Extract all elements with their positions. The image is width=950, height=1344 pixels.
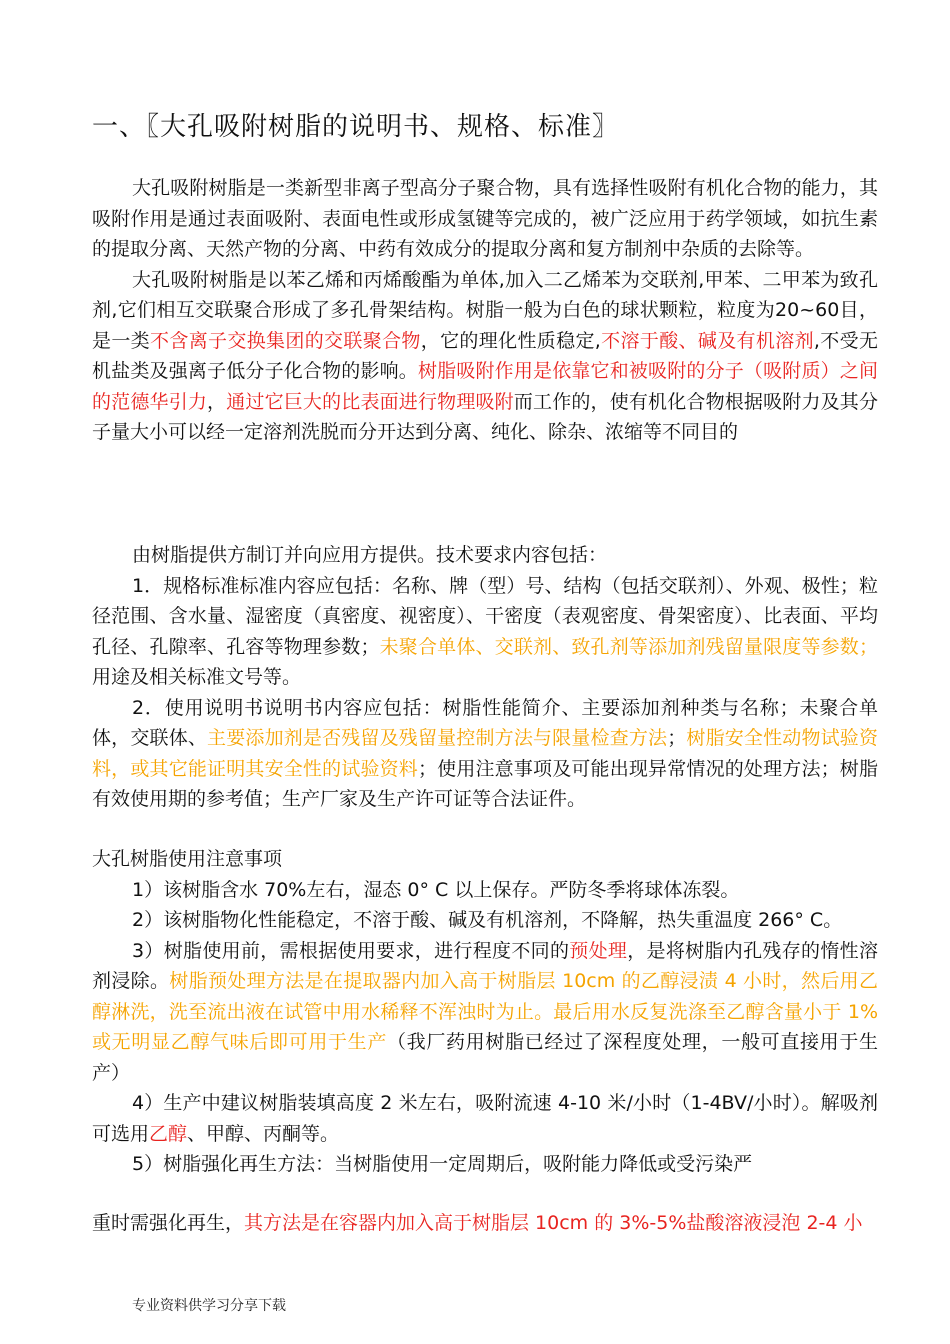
note-3: [92, 936, 878, 1089]
highlighted-text-run: 未聚合单体、交联剂、致孔剂等添加剂残留量限度等参数；: [379, 635, 878, 658]
page-title: 一、〖大孔吸附树脂的说明书、规格、标准〗: [92, 112, 620, 142]
text-run: 用途及相关标准文号等。: [92, 666, 302, 688]
note-5-continued: [92, 1208, 878, 1239]
text-run: 2．使用说明书说明书内容应包括：树脂性能简介、主要添加剂种类与名称；未聚合单体，交联体、: [92, 696, 878, 749]
note-5-continued-section: [92, 1208, 878, 1239]
highlighted-text-run: 树脂安全性动物试验资料，或其它能证明其安全性的试验资料: [92, 727, 878, 780]
tech-requirements-section: [92, 540, 878, 815]
note-1: 1）该树脂含水 70%左右，湿态 0° C 以上保存。严防冬季将球体冻裂。: [132, 878, 740, 901]
text-run: ，它的理化性质稳定,: [420, 329, 601, 352]
footer-text: 专业资料供学习分享下载: [132, 1298, 286, 1314]
intro-section: [92, 173, 878, 448]
text-run: 重时需强化再生，: [92, 1212, 245, 1234]
text-run: 而工作的，使有机化合物根据吸附力及其分子量大小可以经一定溶剂洗脱而分开达到分离、纯化、除杂、浓缩等不同目的: [92, 390, 878, 443]
text-run: 大孔吸附树脂是以苯乙烯和丙烯酸酯为单体,加入二乙烯苯为交联剂,甲苯、二甲苯为致孔剂,它们相互交联聚合形成了多孔骨架结构。树脂一般为白色的球状颗粒，粒度为20~60目，是一类: [92, 268, 878, 352]
highlighted-text-run: 通过它巨大的比表面进行物理吸附: [226, 390, 514, 413]
text-run: ；: [667, 727, 687, 749]
tech-item-1: [92, 571, 878, 693]
usage-notes-section: [92, 844, 878, 1180]
text-run: ,不受无机盐类及强离子低分子化合物的影响。: [92, 329, 878, 382]
tech-lead-paragraph: 由树脂提供方制订并向应用方提供。技术要求内容包括：: [132, 544, 608, 566]
text-run: 4）生产中建议树脂装填高度 2 米左右，吸附流速 4-10 米/小时（1-4BV/小时）。解吸剂可选用: [92, 1092, 878, 1145]
text-run: ；使用注意事项及可能出现异常情况的处理方法；树脂有效使用期的参考值；生产厂家及生产许可证等合法证件。: [92, 757, 878, 810]
text-run: 1．规格标准标准内容应包括：名称、牌（型）号、结构（包括交联剂）、外观、极性；粒径范围、含水量、湿密度（真密度、视密度）、干密度（表观密度、骨架密度）、比表面、平均孔径、孔隙率、孔容等物理参数；: [92, 574, 878, 658]
text-run: ，: [207, 390, 227, 413]
highlighted-text-run: 不溶于酸、碱及有机溶剂: [600, 329, 814, 352]
highlighted-text-run: 预处理: [569, 939, 628, 962]
highlighted-text-run: 树脂吸附作用是依靠它和被吸附的分子（吸附质）之间的范德华引力: [92, 360, 878, 413]
notes-title: 大孔树脂使用注意事项: [92, 848, 283, 870]
note-4: [92, 1088, 878, 1149]
highlighted-text-run: 主要添加剂是否残留及残留量控制方法与限量检查方法: [207, 727, 668, 749]
highlighted-text-run: 乙醇: [149, 1122, 188, 1145]
note-2: 2）该树脂物化性能稳定，不溶于酸、碱及有机溶剂，不降解，热失重温度 266° C。: [132, 909, 843, 931]
text-run: （我厂药用树脂已经过了深程度处理，一般可直接用于生产）: [92, 1031, 878, 1084]
text-run: 、甲醇、丙酮等。: [187, 1122, 340, 1145]
note-5: 5）树脂强化再生方法：当树脂使用一定周期后，吸附能力降低或受污染严: [132, 1153, 753, 1175]
highlighted-text-run: 不含离子交换集团的交联聚合物: [150, 329, 421, 352]
intro-paragraph-2: [92, 265, 878, 448]
text-run: ，是将树脂内孔残存的惰性溶剂浸除。: [92, 939, 878, 992]
tech-item-2: [92, 693, 878, 815]
text-run: 3）树脂使用前，需根据使用要求，进行程度不同的: [132, 939, 570, 962]
highlighted-text-run: 其方法是在容器内加入高于树脂层 10cm 的 3%-5%盐酸溶液浸泡 2-4 小: [244, 1212, 863, 1234]
intro-paragraph-1: 大孔吸附树脂是一类新型非离子型高分子聚合物，具有选择性吸附有机化合物的能力，其吸附作用是通过表面吸附、表面电性或形成氢键等完成的，被广泛应用于药学领域，如抗生素的提取分离、天然产物的分离、中药有效成分的提取分离和复方制剂中杂质的去除等。: [92, 177, 878, 260]
highlighted-text-run: 树脂预处理方法是在提取器内加入高于树脂层 10cm 的乙醇浸渍 4 小时，然后用乙醇淋洗，洗至流出液在试管中用水稀释不浑浊时为止。最后用水反复洗涤至乙醇含量小于 1%或无明显乙醇气味后即可用于生产: [92, 970, 878, 1053]
